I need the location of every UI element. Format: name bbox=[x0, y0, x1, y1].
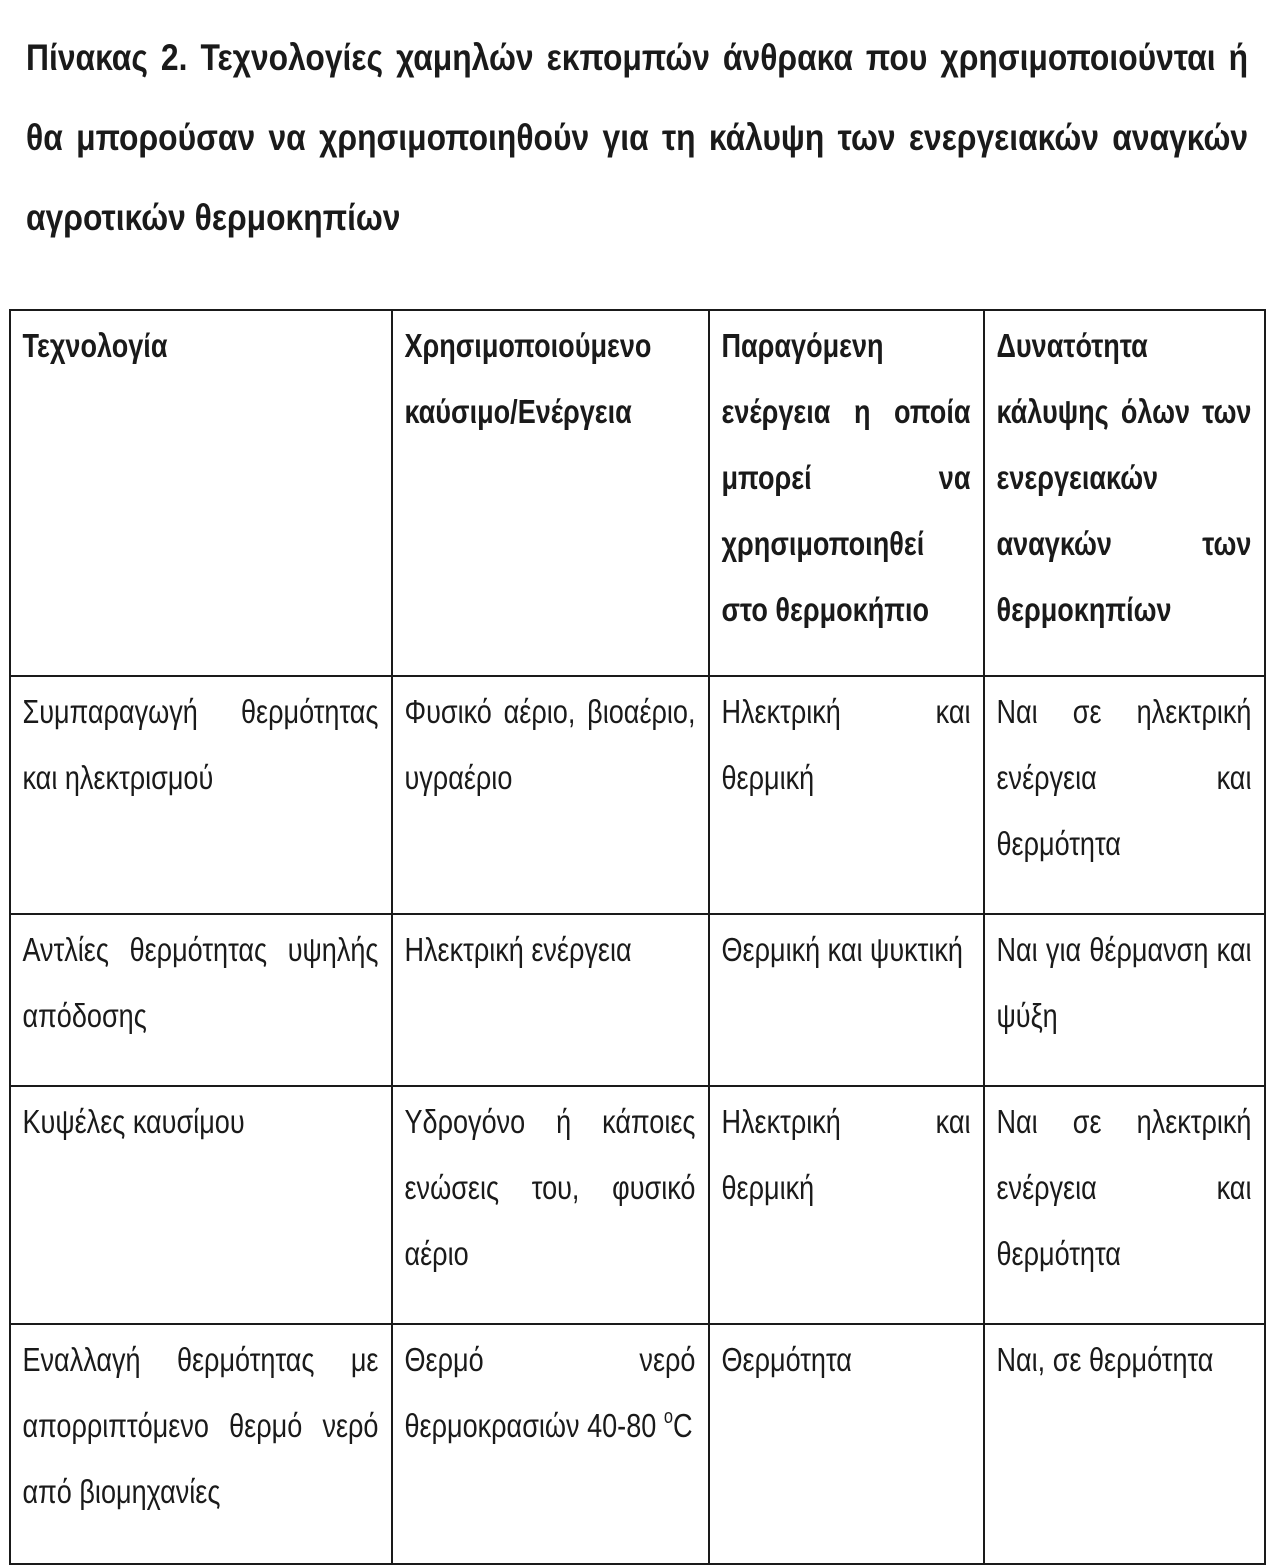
cell-technology: Κυψέλες καυσίμου bbox=[10, 1086, 392, 1324]
header-coverage: Δυνατότητα κάλυψης όλων των ενεργειακών αναγκών των θερμοκηπίων bbox=[984, 310, 1265, 676]
cell-coverage: Ναι, σε θερμότητα bbox=[984, 1324, 1265, 1564]
header-fuel: Χρησιμοποιούμενο καύσιμο/Ενέργεια bbox=[392, 310, 709, 676]
cell-energy: Ηλεκτρική και θερμική bbox=[709, 1086, 984, 1324]
cell-fuel: Υδρογόνο ή κάποιες ενώσεις του, φυσικό αέριο bbox=[392, 1086, 709, 1324]
cell-energy: Θερμότητα bbox=[709, 1324, 984, 1564]
cell-technology: Εναλλαγή θερμότητας με απορριπτόμενο θερμό νερό από βιομηχανίες bbox=[10, 1324, 392, 1564]
table-header-row bbox=[10, 310, 1265, 676]
cell-coverage: Ναι για θέρμανση και ψύξη bbox=[984, 914, 1265, 1086]
cell-energy: Θερμική και ψυκτική bbox=[709, 914, 984, 1086]
cell-technology: Συμπαραγωγή θερμότητας και ηλεκτρισμού bbox=[10, 676, 392, 914]
cell-fuel bbox=[392, 1324, 709, 1564]
table-row bbox=[10, 1086, 1265, 1324]
unit-text: C bbox=[672, 1407, 693, 1444]
header-energy: Παραγόμενη ενέργεια η οποία μπορεί να χρησιμοποιηθεί στο θερμοκήπιο bbox=[709, 310, 984, 676]
cell-energy: Ηλεκτρική και θερμική bbox=[709, 676, 984, 914]
cell-fuel: Φυσικό αέριο, βιοαέριο, υγραέριο bbox=[392, 676, 709, 914]
degree-superscript: o bbox=[663, 1406, 673, 1428]
table-row bbox=[10, 1324, 1265, 1564]
technologies-table bbox=[9, 309, 1266, 1565]
header-technology: Τεχνολογία bbox=[10, 310, 392, 676]
cell-technology: Αντλίες θερμότητας υψηλής απόδοσης bbox=[10, 914, 392, 1086]
cell-coverage: Ναι σε ηλεκτρική ενέργεια και θερμότητα bbox=[984, 1086, 1265, 1324]
table-row bbox=[10, 914, 1265, 1086]
fuel-text: Θερμό νερό θερμοκρασιών 40-80 bbox=[404, 1341, 696, 1444]
cell-fuel: Ηλεκτρική ενέργεια bbox=[392, 914, 709, 1086]
table-caption: Πίνακας 2. Τεχνολογίες χαμηλών εκπομπών άνθρακα που χρησιμοποιούνται ή θα μπορούσαν να χρησιμοποιηθούν για τη κάλυψη των ενεργειακών αναγκών αγροτικών θερμοκηπίων bbox=[26, 37, 1249, 238]
cell-coverage: Ναι σε ηλεκτρική ενέργεια και θερμότητα bbox=[984, 676, 1265, 914]
table-row bbox=[10, 676, 1265, 914]
